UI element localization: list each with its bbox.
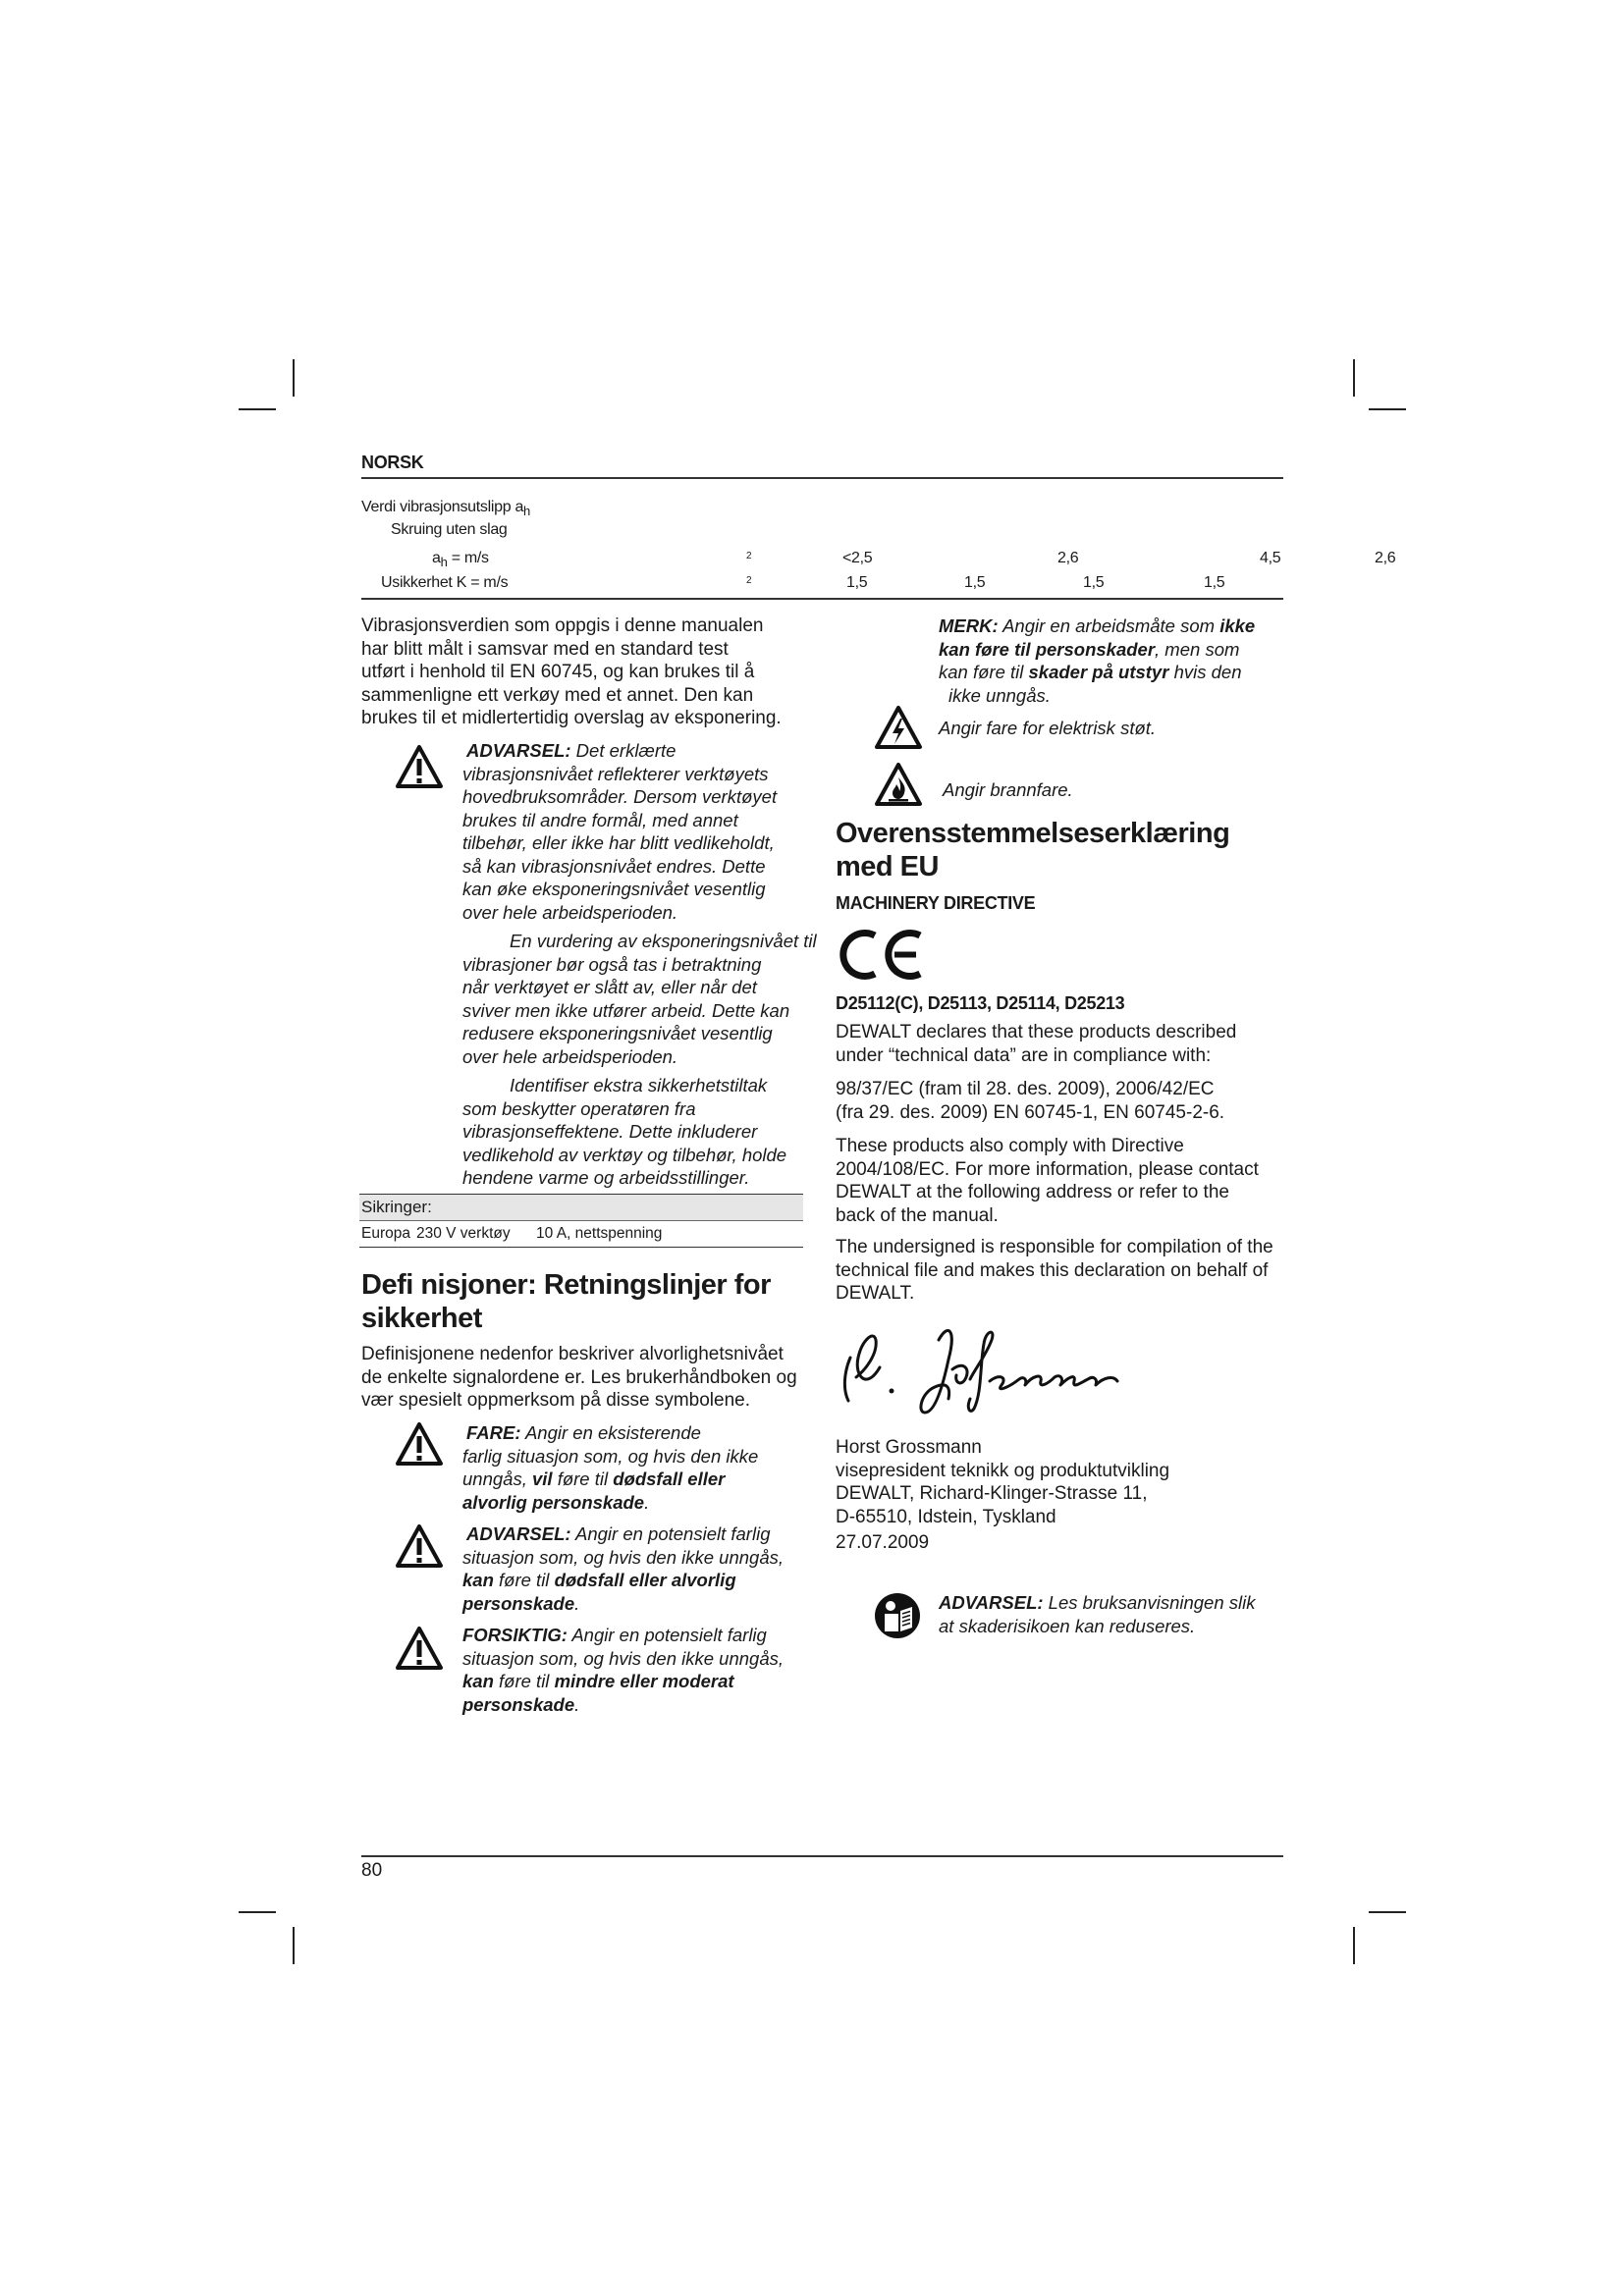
directive-list: 98/37/EC (fram til 28. des. 2009), 2006/42/EC (fra 29. des. 2009) EN 60745-1, EN 60745-2-6. [836, 1079, 1225, 1123]
warning-triangle-icon [395, 1523, 444, 1569]
table-cell: 1,5 [846, 574, 868, 591]
section-title: NORSK [361, 453, 424, 472]
fuses-row: Europa 230 V verktøy 10 A, nettspenning [359, 1220, 803, 1248]
page-number: 80 [361, 1860, 383, 1881]
directive-heading: MACHINERY DIRECTIVE [836, 893, 1036, 913]
danger-definition: FARE: Angir en eksisterende farlig situasjon som, og hvis den ikke unngås, vil føre til dødsfall eller alvorlig personskade. [462, 1422, 759, 1513]
table-subtitle: Skruing uten slag [391, 521, 508, 538]
caution-definition: FORSIKTIG: Angir en potensielt farlig situasjon som, og hvis den ikke unngås, kan føre til mindre eller moderat personskade. [462, 1625, 785, 1715]
crop-mark [1353, 1927, 1355, 1964]
header-rule [361, 477, 1283, 479]
model-numbers: D25112(C), D25113, D25114, D25213 [836, 993, 1125, 1013]
responsibility-text: The undersigned is responsible for compilation of the technical file and makes this declaration on behalf of DEWALT. [836, 1237, 1273, 1304]
warning-triangle-icon [395, 1421, 444, 1467]
unit-superscript: 2 [746, 575, 752, 586]
definitions-text: Definisjonene nedenfor beskriver alvorlighetsnivået de enkelte signalordene er. Les brukerhåndboken og vær spesielt oppmerksom på disse symbolene. [361, 1344, 797, 1411]
read-manual-warning: ADVARSEL: Les bruksanvisningen slik at skaderisikoen kan reduseres. [939, 1592, 1256, 1636]
definitions-heading: Defi nisjoner: Retningslinjer for sikkerhet [361, 1269, 771, 1334]
unit-superscript: 2 [746, 551, 752, 561]
vibration-warning: ADVARSEL: Det erklærte vibrasjonsnivået reflekterer verktøyets hovedbruksområder. Dersom verktøyet brukes til andre formål, med annet tilbehør, eller ikke har blitt vedlikeholdt, så kan vibrasjonsnivået endres. Dette kan øke eksponeringsnivået vesentlig over hele arbeidsperioden. [462, 740, 778, 923]
table-title: Verdi vibrasjonsutslipp $a_h$ [361, 499, 530, 519]
signer-block: Horst Grossmann visepresident teknikk og produktutvikling DEWALT, Richard-Klinger-Strasse 11, D-65510, Idstein, Tyskland [836, 1437, 1170, 1527]
warning-definition: ADVARSEL: Angir en potensielt farlig situasjon som, og hvis den ikke unngås, kan føre til dødsfall eller alvorlig personskade. [462, 1523, 785, 1614]
table-cell: <2,5 [842, 550, 873, 566]
table-cell: 1,5 [1204, 574, 1225, 591]
signature-image [833, 1310, 1157, 1418]
table-cell: 2,6 [1057, 550, 1079, 566]
declaration-text: DEWALT declares that these products described under “technical data” are in compliance with: [836, 1022, 1237, 1066]
crop-mark [239, 408, 276, 410]
fuses-header: Sikringer: [359, 1194, 803, 1221]
crop-mark [1369, 408, 1406, 410]
crop-mark [1353, 359, 1355, 397]
table-cell: 2,6 [1375, 550, 1396, 566]
declaration-date: 27.07.2009 [836, 1532, 930, 1553]
read-manual-icon [874, 1592, 921, 1639]
warning-triangle-icon [395, 1626, 444, 1671]
intro-paragraph: Vibrasjonsverdien som oppgis i denne manualen har blitt målt i samsvar med en standard test utført i henhold til EN 60745, og kan brukes til å sammenligne ett verkøy med et annet. Den kan brukes til et midlertertidig overslag av eksponering. [361, 615, 782, 728]
table-row-label: $a_h = m/s$ [432, 550, 489, 570]
table-cell: 4,5 [1260, 550, 1281, 566]
footer-rule [361, 1855, 1283, 1857]
electric-shock-text: Angir fare for elektrisk støt. [939, 718, 1157, 738]
fire-hazard-icon [874, 762, 923, 807]
crop-mark [1369, 1911, 1406, 1913]
table-rule [361, 598, 1283, 600]
table-row-label: Usikkerhet K = m/s [381, 574, 509, 591]
ce-mark [838, 928, 926, 982]
emc-directive-text: These products also comply with Directive 2004/108/EC. For more information, please contact DEWALT at the following address or refer to the back of the manual. [836, 1136, 1259, 1226]
crop-mark [293, 359, 295, 397]
fire-hazard-text: Angir brannfare. [943, 779, 1073, 800]
note-definition: MERK: Angir en arbeidsmåte som ikke kan føre til personskader, men som kan føre til skader på utstyr hvis den ikke unngås. [939, 615, 1256, 706]
eu-declaration-heading: Overensstemmelseserklæring med EU [836, 818, 1230, 882]
ce-mark-icon [838, 928, 926, 982]
electric-shock-icon [874, 705, 923, 750]
vibration-warning-para2: En vurdering av eksponeringsnivået til vibrasjoner bør også tas i betraktning når verktøyet er slått av, eller når det sviver men ikke utfører arbeid. Dette kan redusere eksponeringsnivået vesentlig over hele arbeidsperioden. [462, 931, 817, 1067]
table-cell: 1,5 [1083, 574, 1105, 591]
warning-triangle-icon [395, 744, 444, 789]
crop-mark [239, 1911, 276, 1913]
table-cell: 1,5 [964, 574, 986, 591]
crop-mark [293, 1927, 295, 1964]
vibration-warning-para3: Identifiser ekstra sikkerhetstiltak som beskytter operatøren fra vibrasjonseffektene. Dette inkluderer vedlikehold av verktøy og tilbehør, holde hendene varme og arbeidsstillinger. [462, 1075, 787, 1188]
